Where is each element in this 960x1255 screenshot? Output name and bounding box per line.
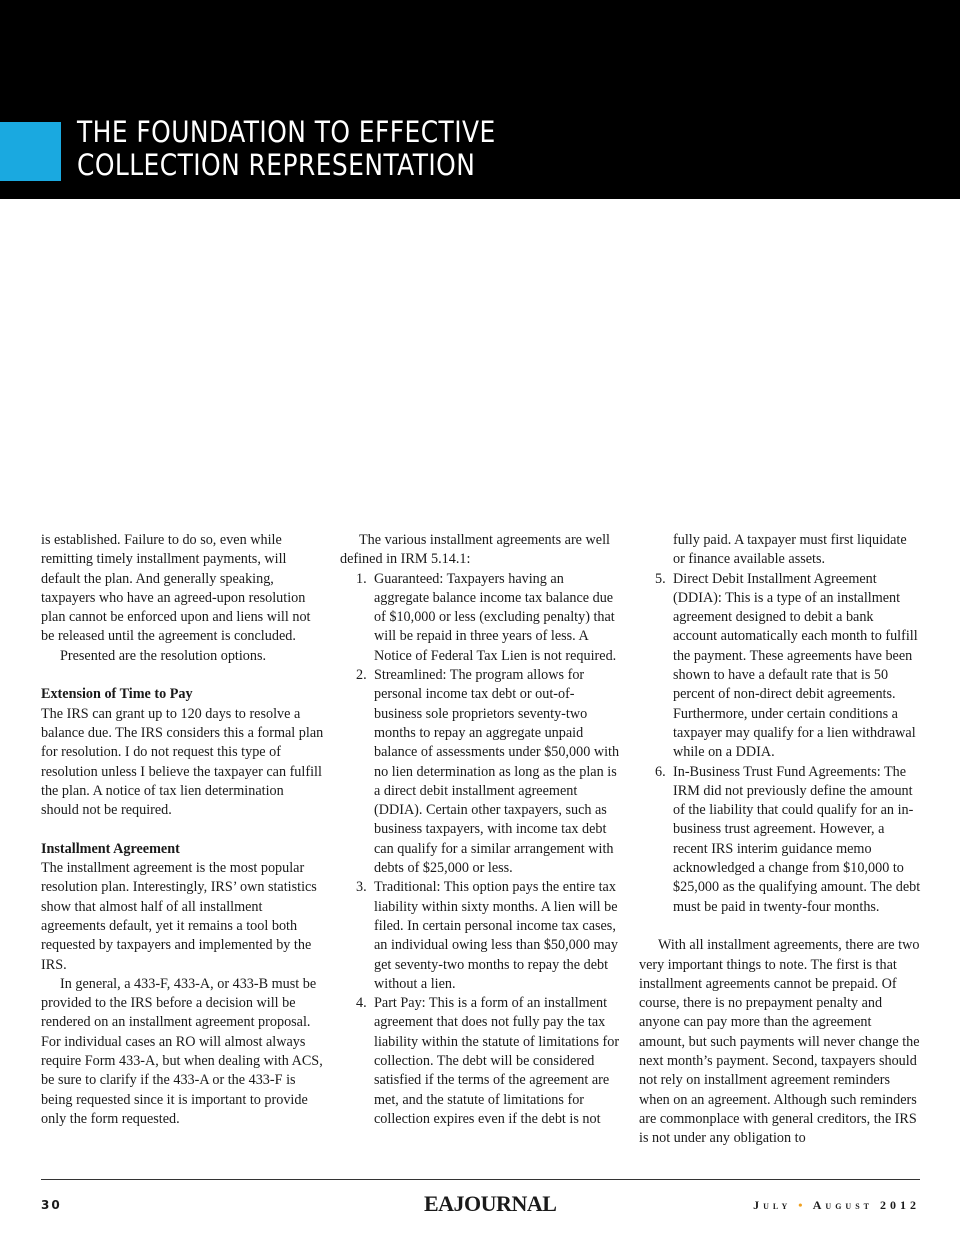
title-line-2: COLLECTION REPRESENTATION (77, 148, 476, 182)
paragraph: Presented are the resolution options. (60, 647, 267, 664)
paragraph: In general, a 433-F, 433-A, or 433-B must be provided to the IRS before a decision will be rendered on an installment agreement proposal. For individual cases an RO will almost always require Form 433-A, but when dealing with ACS, be sure to clarify if the 433-A or the 433-F is being requested since it is important to provide only the form requested. (41, 975, 323, 1127)
list-continuation: fully paid. A taxpayer must first liquidate or finance available assets. (673, 532, 907, 568)
list-item: 4. Part Pay: This is a form of an installment agreement that does not fully pay the tax liability within the statute of limitations for collection. The debt will be considered satisfied if the terms of the agreement are met, and the statute of limitations for collection expires even if the debt is not (356, 995, 620, 1127)
paragraph: is established. Failure to do so, even while remitting timely installment payments, will default the plan. And generally speaking, taxpayers who have an agreed-upon resolution plan cannot be enforced upon and liens will not be released until the agreement is concluded. (41, 532, 311, 645)
agreement-list (340, 570, 622, 1130)
header-banner (0, 0, 960, 199)
section-heading: Installment Agreement (41, 840, 180, 857)
accent-tab (0, 122, 61, 181)
list-item: 5. Direct Debit Installment Agreement (DDIA): This is a type of an installment agreement designed to debit a bank account automatically each month to fulfill the payment. These agreements have been shown to have a default rate that is 50 percent of non-direct debit agreements. Furthermore, under certain conditions a taxpayer may qualify for a lien withdrawal while on a DDIA. (655, 570, 918, 761)
column-2 (340, 531, 622, 1129)
page-number: 30 (41, 1198, 62, 1212)
paragraph: With all installment agreements, there are two very important things to note. The first is that installment agreements cannot be prepaid. Of course, there is no prepayment penalty and anyone can pay more than the agreement amount, but such payments will never change the next month’s payment. Second, taxpayers should not rely on installment agreement reminders when on an agreement. Although such reminders are commonplace with general creditors, the IRS is not under any obligation to (639, 937, 920, 1147)
list-item: 1. Guaranteed: Taxpayers having an aggregate balance income tax balance due of $10,000 or less (excluding penalty) that will be repaid in three years of less. A Notice of Federal Tax Lien is not required. (356, 570, 617, 664)
column-1 (41, 531, 325, 1129)
list-item: 3. Traditional: This option pays the entire tax liability within sixty months. A lien will be filed. In certain personal income tax cases, an individual owing less than $50,000 may get seventy-two months to repay the debt without a lien. (356, 879, 618, 992)
bullet-icon: • (798, 1198, 807, 1212)
paragraph: The IRS can grant up to 120 days to resolve a balance due. The IRS considers this a formal plan for resolution. I do not request this type of resolution unless I believe the taxpayer can fulfill the plan. A notice of tax lien determination should not be required. (41, 705, 324, 819)
title-line-1: THE FOUNDATION TO EFFECTIVE (77, 115, 496, 149)
list-item: 2. Streamlined: The program allows for personal income tax debt or out-of-business sole proprietors seventy-two months to repay an aggregate unpaid balance of assessments under $50,000 with no lien determination as long as the plan is a direct debit installment agreement (DDIA). Certain other taxpayers, such as business taxpayers, with income tax debt can qualify for a similar arrangement with debts of $25,000 or less. (356, 667, 620, 877)
section-heading: Extension of Time to Pay (41, 686, 193, 703)
agreement-list (639, 570, 921, 917)
issue-date: July • August 2012 (753, 1198, 920, 1212)
paragraph: The various installment agreements are well defined in IRM 5.14.1: (340, 532, 610, 568)
column-3 (639, 531, 921, 1149)
list-item: 6. In-Business Trust Fund Agreements: The IRM did not previously define the amount of the liability that could qualify for an in-business trust agreement. However, a recent IRS interim guidance memo acknowledged a change from $10,000 to $25,000 as the qualifying amount. The debt must be paid in twenty-four months. (655, 763, 921, 915)
paragraph: The installment agreement is the most popular resolution plan. Interestingly, IRS’ own statistics show that almost half of all installment agreements default, yet it remains a tool both requested by taxpayers and implemented by the IRS. (41, 860, 317, 973)
ea-journal-logo: EAJOURNAL (424, 1191, 557, 1216)
footer-rule (41, 1179, 920, 1180)
article-title (77, 116, 564, 182)
